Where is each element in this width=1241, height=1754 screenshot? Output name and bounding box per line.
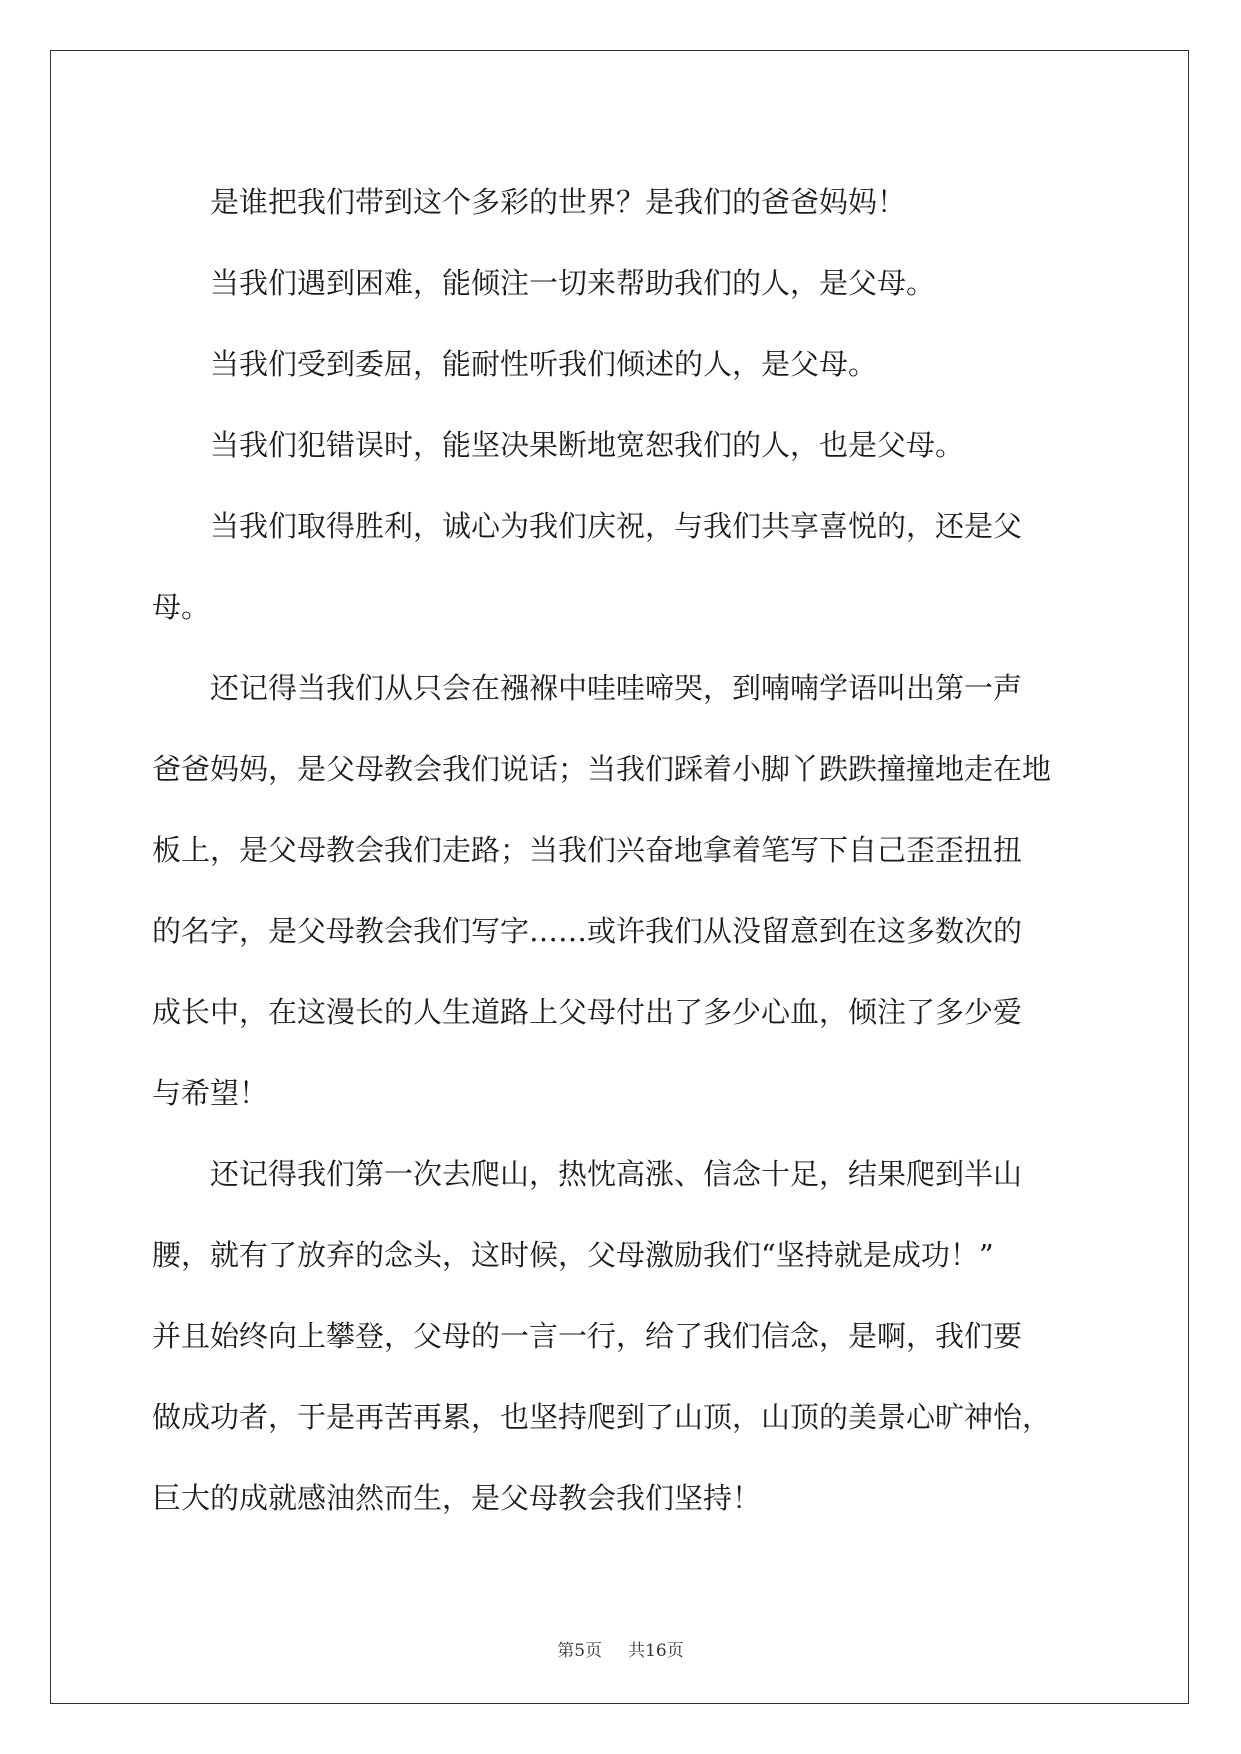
text-line: 当我们受到委屈，能耐性听我们倾述的人，是父母。 (210, 347, 878, 381)
text-line: 当我们犯错误时，能坚决果断地宽恕我们的人，也是父母。 (210, 428, 965, 462)
text-line: 做成功者，于是再苦再累，也坚持爬到了山顶，山顶的美景心旷神怡， (152, 1400, 1052, 1434)
text-line: 并且始终向上攀登，父母的一言一行，给了我们信念，是啊，我们要 (152, 1319, 1023, 1353)
text-line: 当我们取得胜利，诚心为我们庆祝，与我们共享喜悦的，还是父 (210, 509, 1023, 543)
text-line: 板上，是父母教会我们走路；当我们兴奋地拿着笔写下自己歪歪扭扭 (152, 833, 1023, 867)
text-line: 还记得我们第一次去爬山，热忱高涨、信念十足，结果爬到半山 (210, 1157, 1023, 1191)
text-line: 巨大的成就感油然而生，是父母教会我们坚持！ (152, 1481, 762, 1515)
text-line: 是谁把我们带到这个多彩的世界？是我们的爸爸妈妈！ (210, 185, 907, 219)
document-body (152, 162, 1087, 1539)
text-line: 的名字，是父母教会我们写字……或许我们从没留意到在这多数次的 (152, 914, 1023, 948)
page-footer (0, 1636, 1241, 1661)
paragraph-3 (152, 324, 1087, 405)
paragraph-2 (152, 243, 1087, 324)
paragraph-4 (152, 405, 1087, 486)
paragraph-7 (152, 1134, 1087, 1539)
text-line: 成长中，在这漫长的人生道路上父母付出了多少心血，倾注了多少爱 (152, 995, 1023, 1029)
page-number: 第5页 (557, 1641, 603, 1661)
paragraph-1 (152, 162, 1087, 243)
text-line: 还记得当我们从只会在襁褓中哇哇啼哭，到喃喃学语叫出第一声 (210, 671, 1023, 705)
paragraph-6 (152, 648, 1087, 1134)
page-total: 共16页 (628, 1641, 684, 1661)
text-line: 母。 (152, 590, 211, 624)
text-line: 与希望！ (152, 1076, 269, 1110)
text-line: 爸爸妈妈，是父母教会我们说话；当我们踩着小脚丫跌跌撞撞地走在地 (152, 752, 1052, 786)
paragraph-5 (152, 486, 1087, 648)
text-line: 腰，就有了放弃的念头，这时候，父母激励我们“坚持就是成功！” (152, 1238, 994, 1272)
text-line: 当我们遇到困难，能倾注一切来帮助我们的人，是父母。 (210, 266, 936, 300)
